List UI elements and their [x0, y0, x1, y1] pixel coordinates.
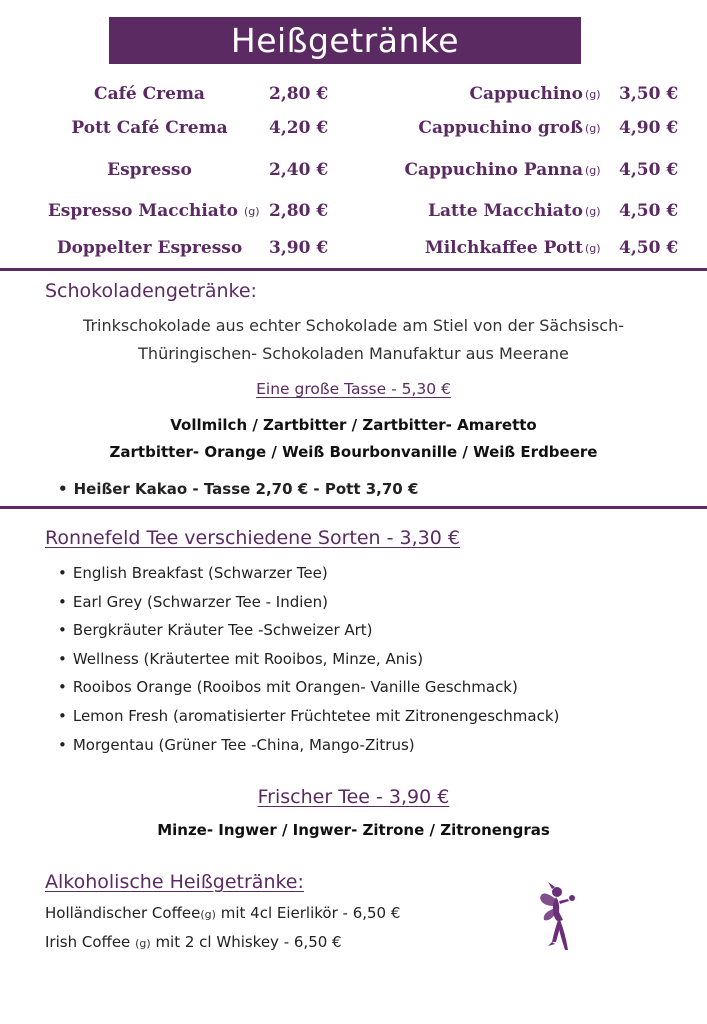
fresh-tea-title: Frischer Tee - 3,90 € [257, 786, 450, 808]
gluten-mark: (g) [200, 908, 216, 921]
item-name: Cappuchino Panna [404, 160, 583, 180]
item-price: 4,50 € [619, 201, 679, 221]
chocolate-flavors: Vollmilch / Zartbitter / Zartbitter- Amaretto [170, 416, 537, 434]
page-title: Heißgetränke [109, 17, 581, 64]
item-price: 4,50 € [619, 238, 679, 258]
item-name: Cappuchino [469, 84, 583, 104]
gluten-mark: (g) [585, 242, 601, 255]
item-price: 2,80 € [269, 84, 329, 104]
item-price: 4,20 € [269, 118, 329, 138]
chocolate-description: Thüringischen- Schokoladen Manufaktur aus Meerane [138, 344, 569, 363]
alcoholic-section-title: Alkoholische Heißgetränke: [45, 871, 304, 893]
item-name: Latte Macchiato [428, 201, 583, 221]
cocoa-item: • Heißer Kakao - Tasse 2,70 € - Pott 3,70 € [58, 480, 418, 498]
item-name: Espresso Macchiato [47, 201, 238, 221]
alcoholic-item [45, 904, 400, 922]
item-name: Doppelter Espresso [56, 238, 243, 258]
gluten-mark: (g) [585, 88, 601, 101]
tea-item: • English Breakfast (Schwarzer Tee) [58, 564, 328, 582]
item-name: Holländischer Coffee [45, 904, 201, 922]
price-row [0, 238, 707, 268]
item-detail: mit 2 cl Whiskey - 6,50 € [155, 933, 342, 951]
item-price: 3,50 € [619, 84, 679, 104]
item-name: Cappuchino groß [418, 118, 583, 138]
fresh-tea-flavors: Minze- Ingwer / Ingwer- Zitrone / Zitronengras [157, 821, 550, 839]
section-divider [0, 268, 707, 271]
gluten-mark: (g) [244, 205, 260, 218]
price-row [0, 84, 707, 114]
item-name: Irish Coffee [45, 933, 131, 951]
chocolate-description: Trinkschokolade aus echter Schokolade am Stiel von der Sächsisch- [83, 316, 624, 335]
item-name: Café Crema [94, 84, 205, 104]
item-price: 3,90 € [269, 238, 329, 258]
tea-item: • Bergkräuter Kräuter Tee -Schweizer Art) [58, 621, 373, 639]
tea-item: • Wellness (Kräutertee mit Rooibos, Minze, Anis) [58, 650, 423, 668]
gluten-mark: (g) [585, 122, 601, 135]
tea-section-title: Ronnefeld Tee verschiedene Sorten - 3,30 € [45, 527, 460, 549]
item-price: 2,80 € [269, 201, 329, 221]
tea-item: • Morgentau (Grüner Tee -China, Mango-Zitrus) [58, 736, 415, 754]
price-row [0, 201, 707, 231]
gluten-mark: (g) [585, 205, 601, 218]
gluten-mark: (g) [135, 937, 151, 950]
alcoholic-item [45, 933, 342, 951]
item-price: 2,40 € [269, 160, 329, 180]
chocolate-cup-price: Eine große Tasse - 5,30 € [256, 380, 451, 398]
chocolate-section-title: Schokoladengetränke: [45, 280, 257, 302]
tea-item: • Lemon Fresh (aromatisierter Früchtetee mit Zitronengeschmack) [58, 707, 559, 725]
fairy-icon [538, 880, 588, 956]
price-row [0, 118, 707, 148]
price-row [0, 160, 707, 190]
item-name: Milchkaffee Pott [424, 238, 583, 258]
item-price: 4,90 € [619, 118, 679, 138]
item-name: Espresso [107, 160, 192, 180]
chocolate-flavors: Zartbitter- Orange / Weiß Bourbonvanille / Weiß Erdbeere [109, 443, 598, 461]
tea-item: • Earl Grey (Schwarzer Tee - Indien) [58, 593, 328, 611]
section-divider [0, 506, 707, 509]
tea-item: • Rooibos Orange (Rooibos mit Orangen- Vanille Geschmack) [58, 678, 518, 696]
gluten-mark: (g) [585, 164, 601, 177]
item-detail: mit 4cl Eierlikör - 6,50 € [220, 904, 401, 922]
item-price: 4,50 € [619, 160, 679, 180]
item-name: Pott Café Crema [71, 118, 228, 138]
